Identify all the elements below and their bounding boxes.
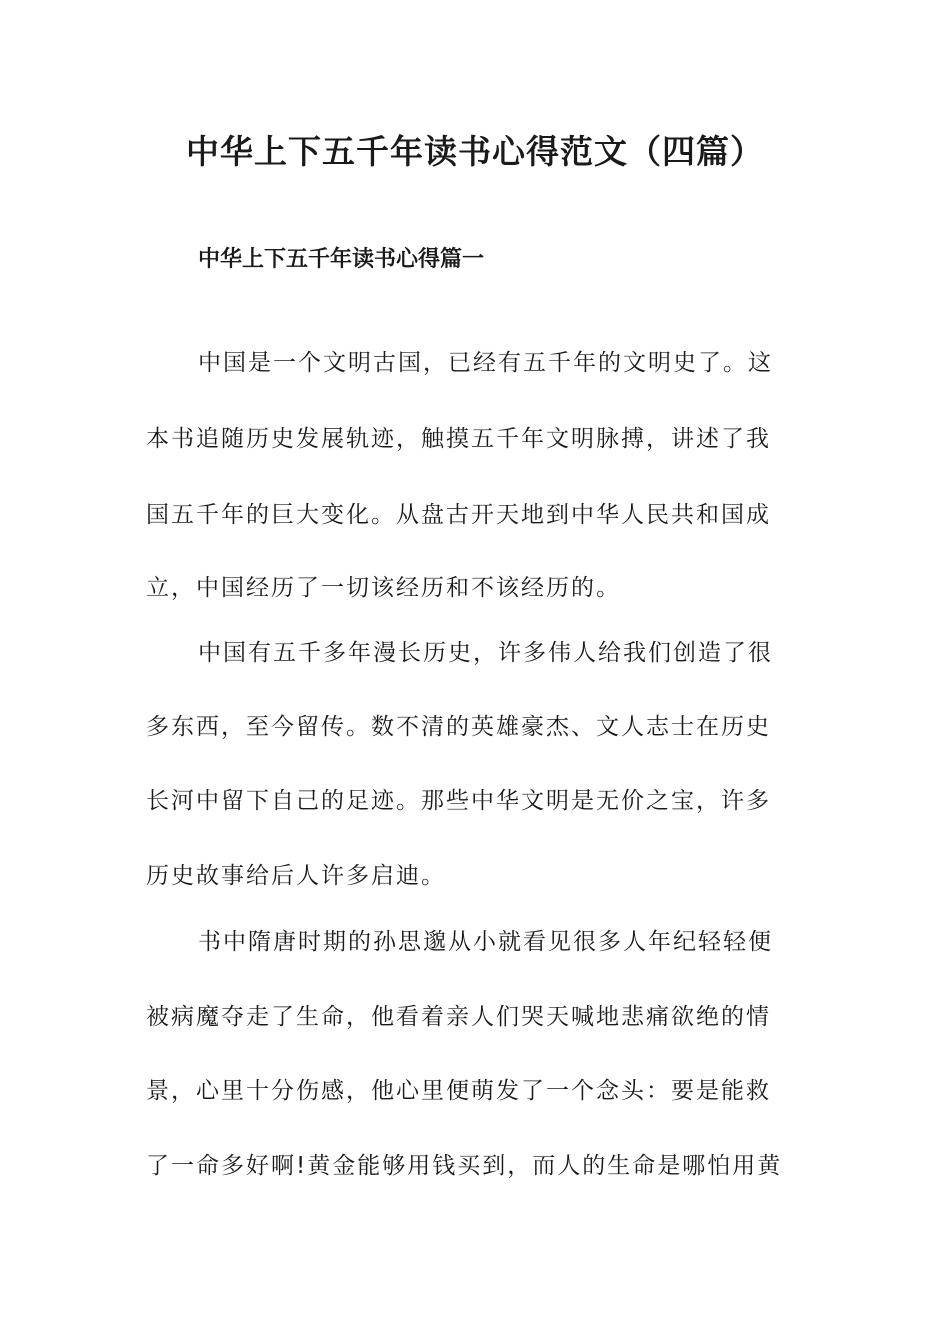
paragraph-line: 本书追随历史发展轨迹，触摸五千年文明脉搏，讲述了我 bbox=[146, 426, 771, 452]
section-heading: 中华上下五千年读书心得篇一 bbox=[198, 247, 485, 272]
paragraph-line: 历史故事给后人许多启迪。 bbox=[146, 863, 446, 889]
document-title: 中华上下五千年读书心得范文（四篇） bbox=[186, 132, 764, 171]
paragraph-line: 中国有五千多年漫长历史，许多伟人给我们创造了很 bbox=[198, 640, 773, 666]
paragraph-line: 长河中留下自己的足迹。那些中华文明是无价之宝，许多 bbox=[146, 788, 771, 814]
paragraph-line: 国五千年的巨大变化。从盘古开天地到中华人民共和国成 bbox=[146, 502, 771, 528]
paragraph-line: 多东西，至今留传。数不清的英雄豪杰、文人志士在历史 bbox=[146, 714, 771, 740]
paragraph-line: 书中隋唐时期的孙思邈从小就看见很多人年纪轻轻便 bbox=[198, 929, 773, 955]
paragraph-line: 中国是一个文明古国，已经有五千年的文明史了。这 bbox=[198, 350, 773, 376]
paragraph-line: 被病魔夺走了生命，他看着亲人们哭天喊地悲痛欲绝的情 bbox=[146, 1004, 771, 1030]
paragraph-line: 了一命多好啊!黄金能够用钱买到，而人的生命是哪怕用黄 bbox=[146, 1153, 783, 1179]
paragraph-line: 立，中国经历了一切该经历和不该经历的。 bbox=[146, 575, 621, 601]
paragraph-line: 景，心里十分伤感，他心里便萌发了一个念头：要是能救 bbox=[146, 1078, 771, 1104]
